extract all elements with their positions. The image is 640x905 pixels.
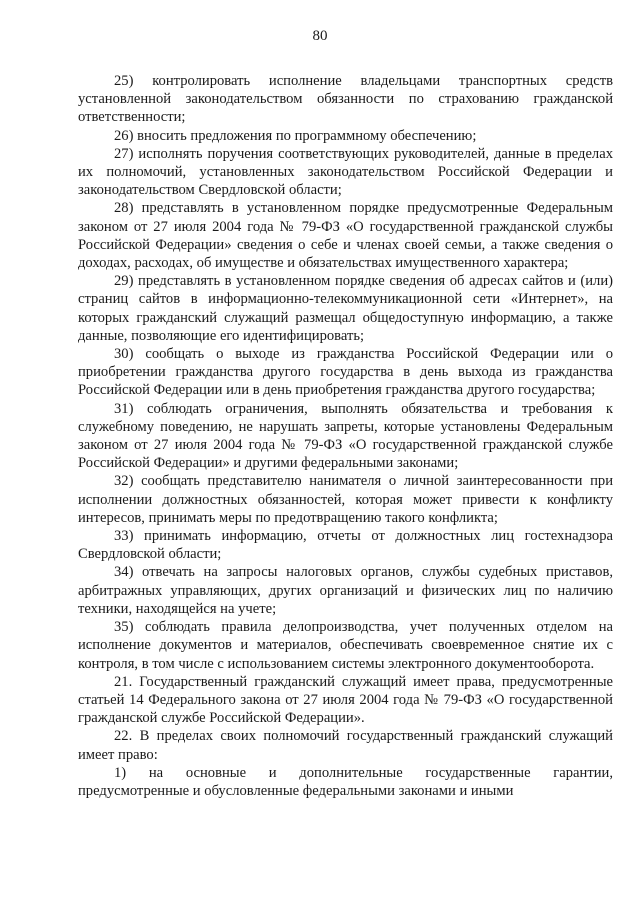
- paragraph-item-25: 25) контролировать исполнение владельцами транспортных средств установленной законодательством обязанности по страхованию гражданской ответственности;: [78, 73, 613, 126]
- subparagraph-1: 1) на основные и дополнительные государственные гарантии, предусмотренные и обусловленные федеральными законами и иными: [78, 764, 613, 799]
- paragraph-item-27: 27) исполнять поручения соответствующих руководителей, данные в пределах их полномочий, установленных законодательством Российской Федерации и законодательством Свердловской области;: [78, 145, 613, 199]
- paragraph-item-33: 33) принимать информацию, отчеты от должностных лиц гостехнадзора Свердловской области;: [78, 528, 613, 563]
- paragraph-item-29: 29) представлять в установленном порядке сведения об адресах сайтов и (или) страниц сайтов в информационно-телекоммуникационной сети «Интернет», на которых гражданский служащий размещал общедоступную информацию, а также данные, позволяющие его идентифицировать;: [78, 273, 613, 344]
- paragraph-item-26: 26) вносить предложения по программному обеспечению;: [114, 127, 477, 144]
- section-22-paragraph: 22. В пределах своих полномочий государственный гражданский служащий имеет право:: [78, 728, 613, 763]
- document-body: [78, 72, 613, 800]
- section-21-paragraph: 21. Государственный гражданский служащий имеет права, предусмотренные статьей 14 Федерального закона от 27 июля 2004 года № 79-ФЗ «О государственной гражданской службе Российской Федерации».: [78, 673, 613, 727]
- page-number: 80: [312, 28, 328, 44]
- paragraph-item-28: 28) представлять в установленном порядке предусмотренные Федеральным законом от 27 июля 2004 года № 79-ФЗ «О государственной гражданской службы Российской Федерации» сведения о себе и членах своей семьи, а также сведения о доходах, расходах, об имуществе и обязательствах имущественного характера;: [78, 200, 613, 272]
- paragraph-item-34: 34) отвечать на запросы налоговых органов, службы судебных приставов, арбитражных управляющих, других организаций и физических лиц по наличию техники, находящейся на учете;: [78, 564, 613, 617]
- paragraph-item-32: 32) сообщать представителю нанимателя о личной заинтересованности при исполнении должностных обязанностей, которая может привести к конфликту интересов, принимать меры по предотвращению такого конфликта;: [78, 473, 613, 526]
- paragraph-item-35: 35) соблюдать правила делопроизводства, учет полученных отделом на исполнение документов и материалов, обеспечивать своевременное снятие их с контроля, в том числе с использованием системы электронного документооборота.: [78, 619, 613, 672]
- paragraph-item-31: 31) соблюдать ограничения, выполнять обязательства и требования к служебному поведению, не нарушать запреты, которые установлены Федеральным законом от 27 июля 2004 года № 79-ФЗ «О государственной гражданской службе Российской Федерации» и другими федеральными законами;: [78, 400, 613, 472]
- paragraph-item-30: 30) сообщать о выходе из гражданства Российской Федерации или о приобретении гражданства другого государства в день выхода из гражданства Российской Федерации или в день приобретения гражданства другого государства;: [78, 346, 613, 399]
